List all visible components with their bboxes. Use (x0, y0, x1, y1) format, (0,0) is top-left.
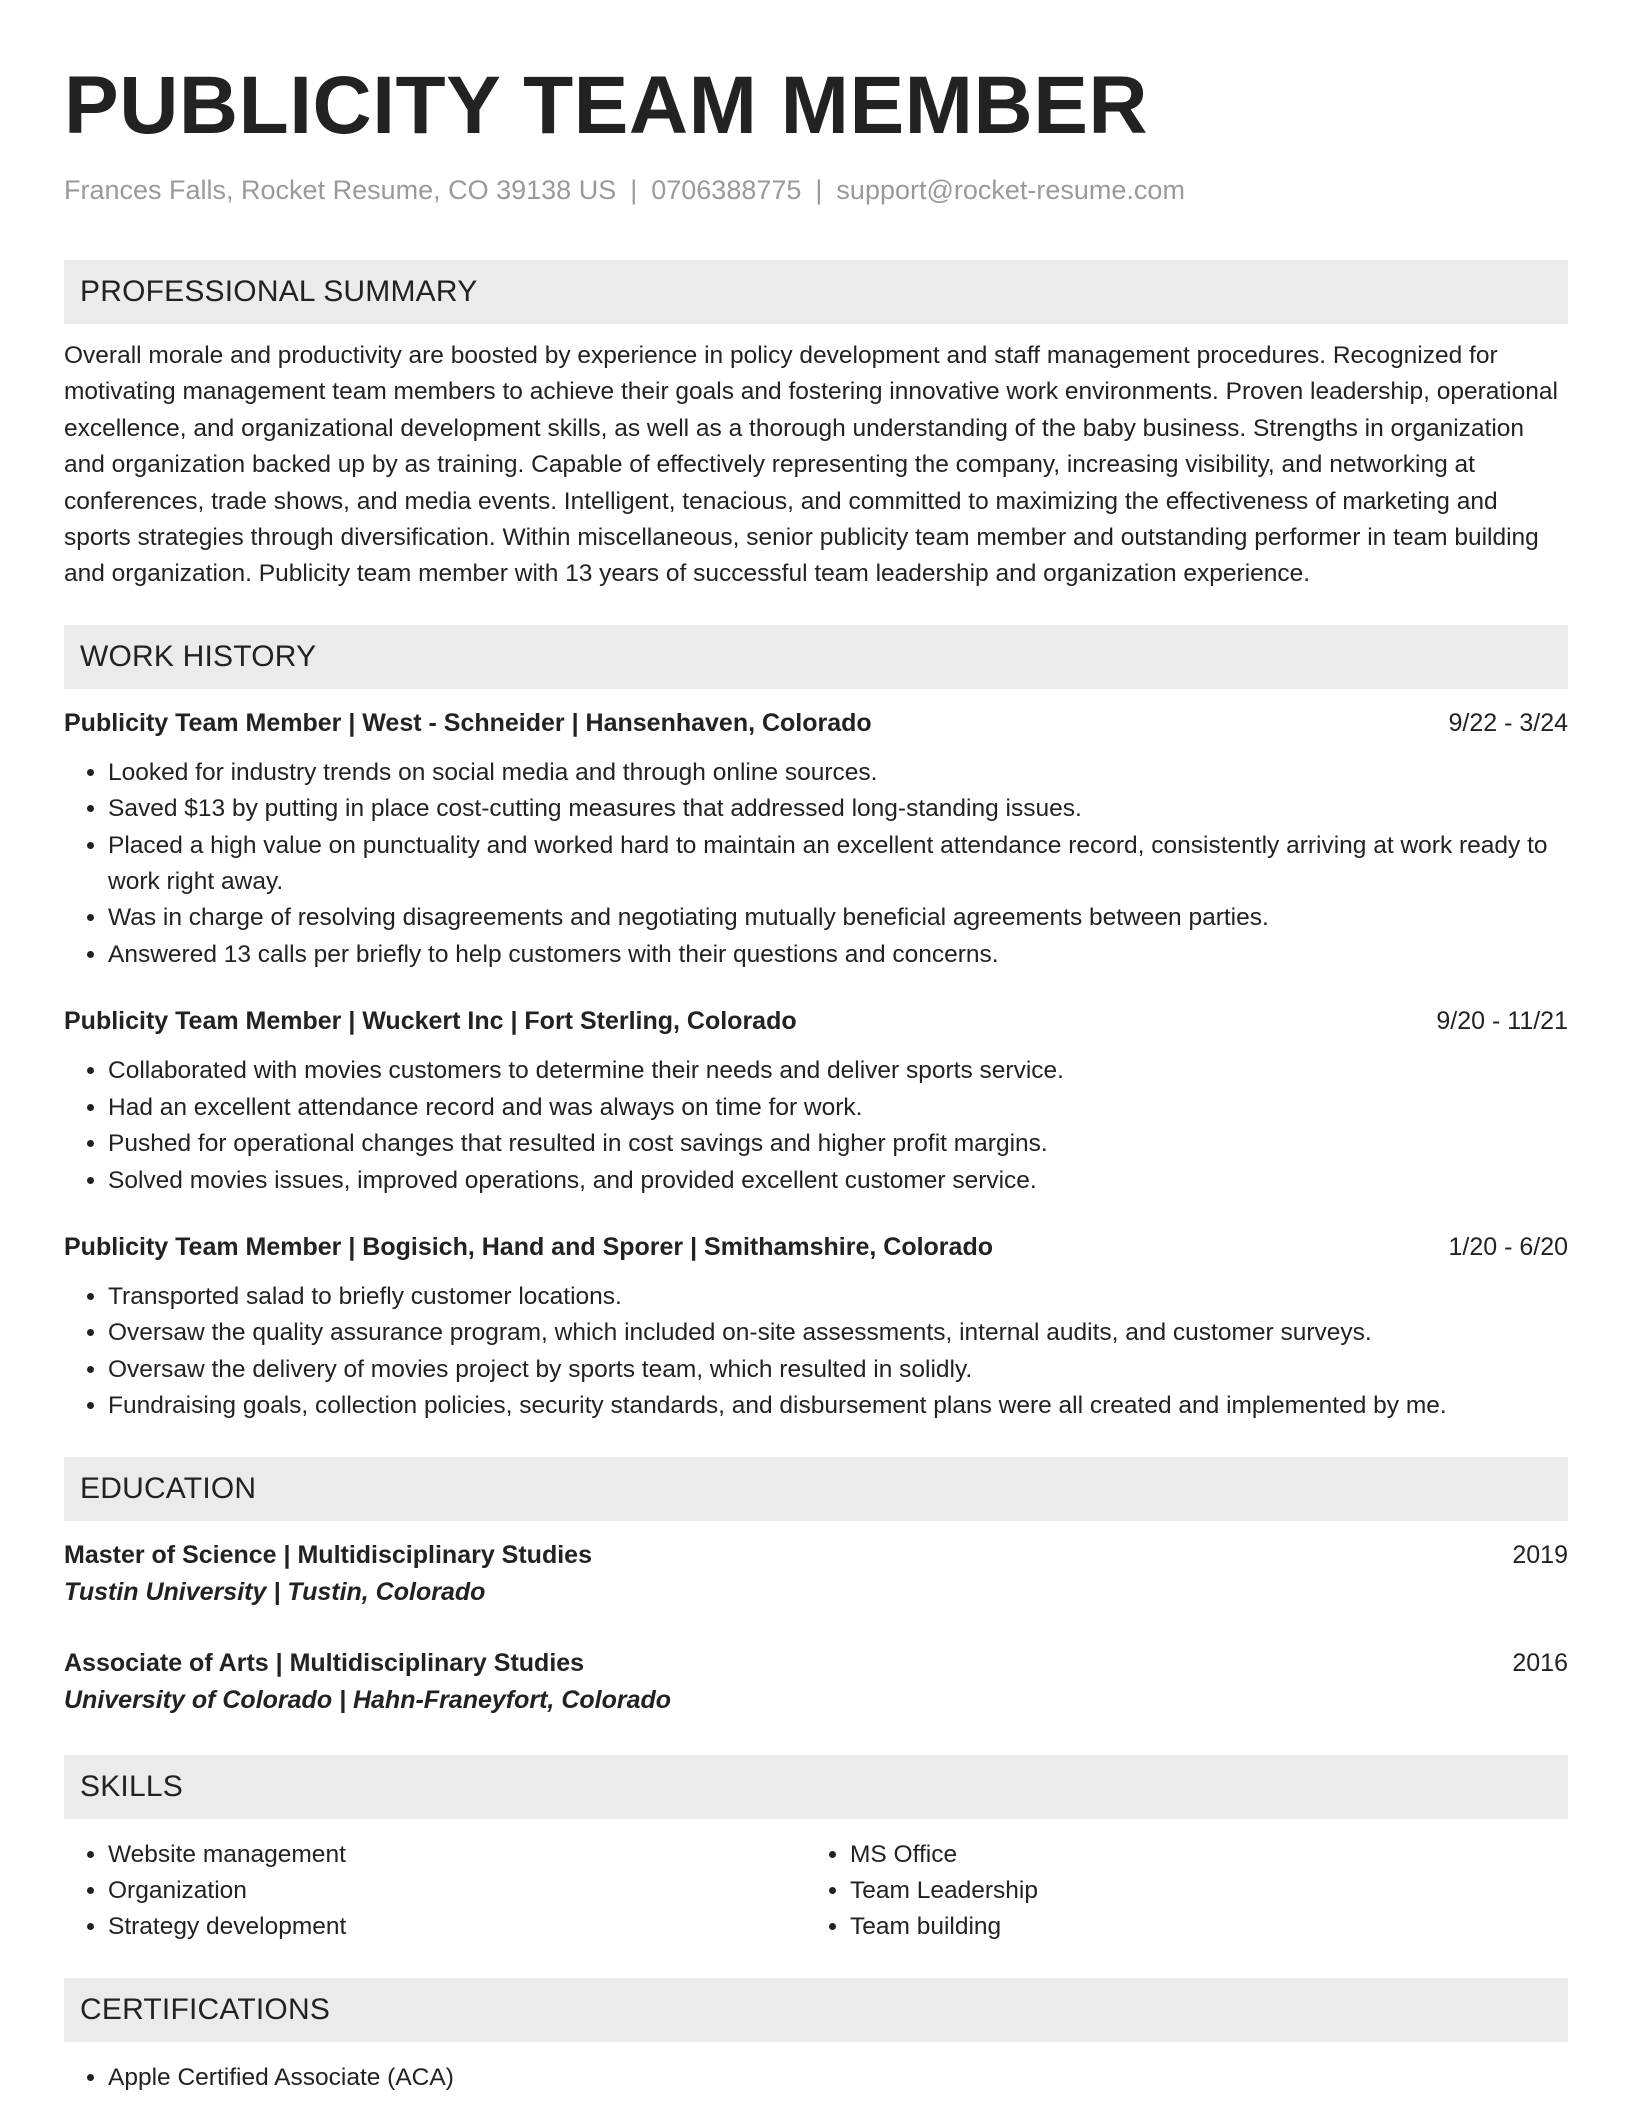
list-item: • Was in charge of resolving disagreements and negotiating mutually beneficial agreements between parties. (108, 900, 1568, 936)
skills-column-left (64, 1837, 806, 1946)
job-bullets (64, 1279, 1568, 1425)
graduation-year: 2019 (1512, 1540, 1568, 1569)
contact-line (64, 174, 1568, 206)
job-title: Publicity Team Member | Wuckert Inc | Fort Sterling, Colorado (64, 1007, 797, 1036)
list-item: • Had an excellent attendance record and was always on time for work. (108, 1090, 1568, 1126)
graduation-year: 2016 (1512, 1648, 1568, 1677)
list-item: • Saved $13 by putting in place cost-cutting measures that addressed long-standing issues. (108, 791, 1568, 827)
summary-heading: PROFESSIONAL SUMMARY (64, 260, 1568, 324)
work-history-heading: WORK HISTORY (64, 625, 1568, 689)
skills-list (64, 1837, 1568, 1946)
contact-address: Frances Falls, Rocket Resume, CO 39138 US (64, 175, 617, 205)
list-item: • Strategy development (108, 1909, 806, 1945)
list-item: • Solved movies issues, improved operations, and provided excellent customer service. (108, 1163, 1568, 1199)
job-bullets (64, 755, 1568, 973)
list-item: • Placed a high value on punctuality and worked hard to maintain an excellent attendance record, consistently arriving at work ready to work right away. (108, 828, 1568, 901)
certifications-heading: CERTIFICATIONS (64, 1978, 1568, 2042)
job-dates: 9/22 - 3/24 (1448, 708, 1568, 737)
job-dates: 1/20 - 6/20 (1448, 1232, 1568, 1261)
list-item: • Website management (108, 1837, 806, 1873)
summary-text: Overall morale and productivity are boosted by experience in policy development and staff management procedures. Recognized for motivating management team members to achieve their goals and fostering innovative work environments. Proven leadership, operational excellence, and organizational development skills, as well as a thorough understanding of the baby business. Strengths in organization and organization backed up by as training. Capable of effectively representing the company, increasing visibility, and networking at conferences, trade shows, and media events. Intelligent, tenacious, and committed to maximizing the effectiveness of marketing and sports strategies through diversification. Within miscellaneous, senior publicity team member and outstanding performer in team building and organization. Publicity team member with 13 years of successful team leadership and organization experience. (64, 342, 1558, 588)
list-item: • MS Office (850, 1837, 1548, 1873)
job-dates: 9/20 - 11/21 (1436, 1007, 1568, 1036)
resume-name: PUBLICITY TEAM MEMBER (64, 60, 1149, 151)
list-item: • Looked for industry trends on social media and through online sources. (108, 755, 1568, 791)
list-item: • Collaborated with movies customers to determine their needs and deliver sports service. (108, 1053, 1568, 1089)
list-item: • Answered 13 calls per briefly to help customers with their questions and concerns. (108, 937, 1568, 973)
list-item: • Oversaw the quality assurance program, which included on-site assessments, internal audits, and customer surveys. (108, 1315, 1568, 1351)
list-item: • Team Leadership (850, 1873, 1548, 1909)
job-bullets (64, 1053, 1568, 1199)
degree-title: Associate of Arts | Multidisciplinary Studies (64, 1648, 585, 1677)
job-title: Publicity Team Member | Bogisich, Hand and Sporer | Smithamshire, Colorado (64, 1232, 993, 1261)
skills-column-right (806, 1837, 1548, 1946)
education-entry (64, 1645, 1568, 1719)
list-item: • Apple Certified Associate (ACA) (108, 2060, 1568, 2096)
skills-heading: SKILLS (64, 1755, 1568, 1819)
list-item: • Organization (108, 1873, 806, 1909)
contact-email: support@rocket-resume.com (836, 175, 1185, 205)
list-item: • Pushed for operational changes that resulted in cost savings and higher profit margins. (108, 1126, 1568, 1162)
certifications-list (64, 2060, 1568, 2096)
list-item: • Team building (850, 1909, 1548, 1945)
job-entry (64, 1003, 1568, 1199)
list-item: • Oversaw the delivery of movies project by sports team, which resulted in solidly. (108, 1352, 1568, 1388)
job-entry (64, 705, 1568, 973)
degree-title: Master of Science | Multidisciplinary Studies (64, 1540, 592, 1569)
list-item: • Transported salad to briefly customer locations. (108, 1279, 1568, 1315)
school-name: Tustin University | Tustin, Colorado (64, 1577, 486, 1606)
certifications-bullets (64, 2060, 1568, 2096)
job-entry (64, 1229, 1568, 1425)
school-name: University of Colorado | Hahn-Franeyfort, Colorado (64, 1685, 672, 1714)
list-item: • Fundraising goals, collection policies, security standards, and disbursement plans were all created and implemented by me. (108, 1388, 1568, 1424)
education-entry (64, 1537, 1568, 1611)
job-title: Publicity Team Member | West - Schneider | Hansenhaven, Colorado (64, 708, 872, 737)
education-heading: EDUCATION (64, 1457, 1568, 1521)
contact-separator: | (815, 175, 823, 205)
contact-separator: | (630, 175, 638, 205)
contact-phone: 0706388775 (651, 175, 802, 205)
